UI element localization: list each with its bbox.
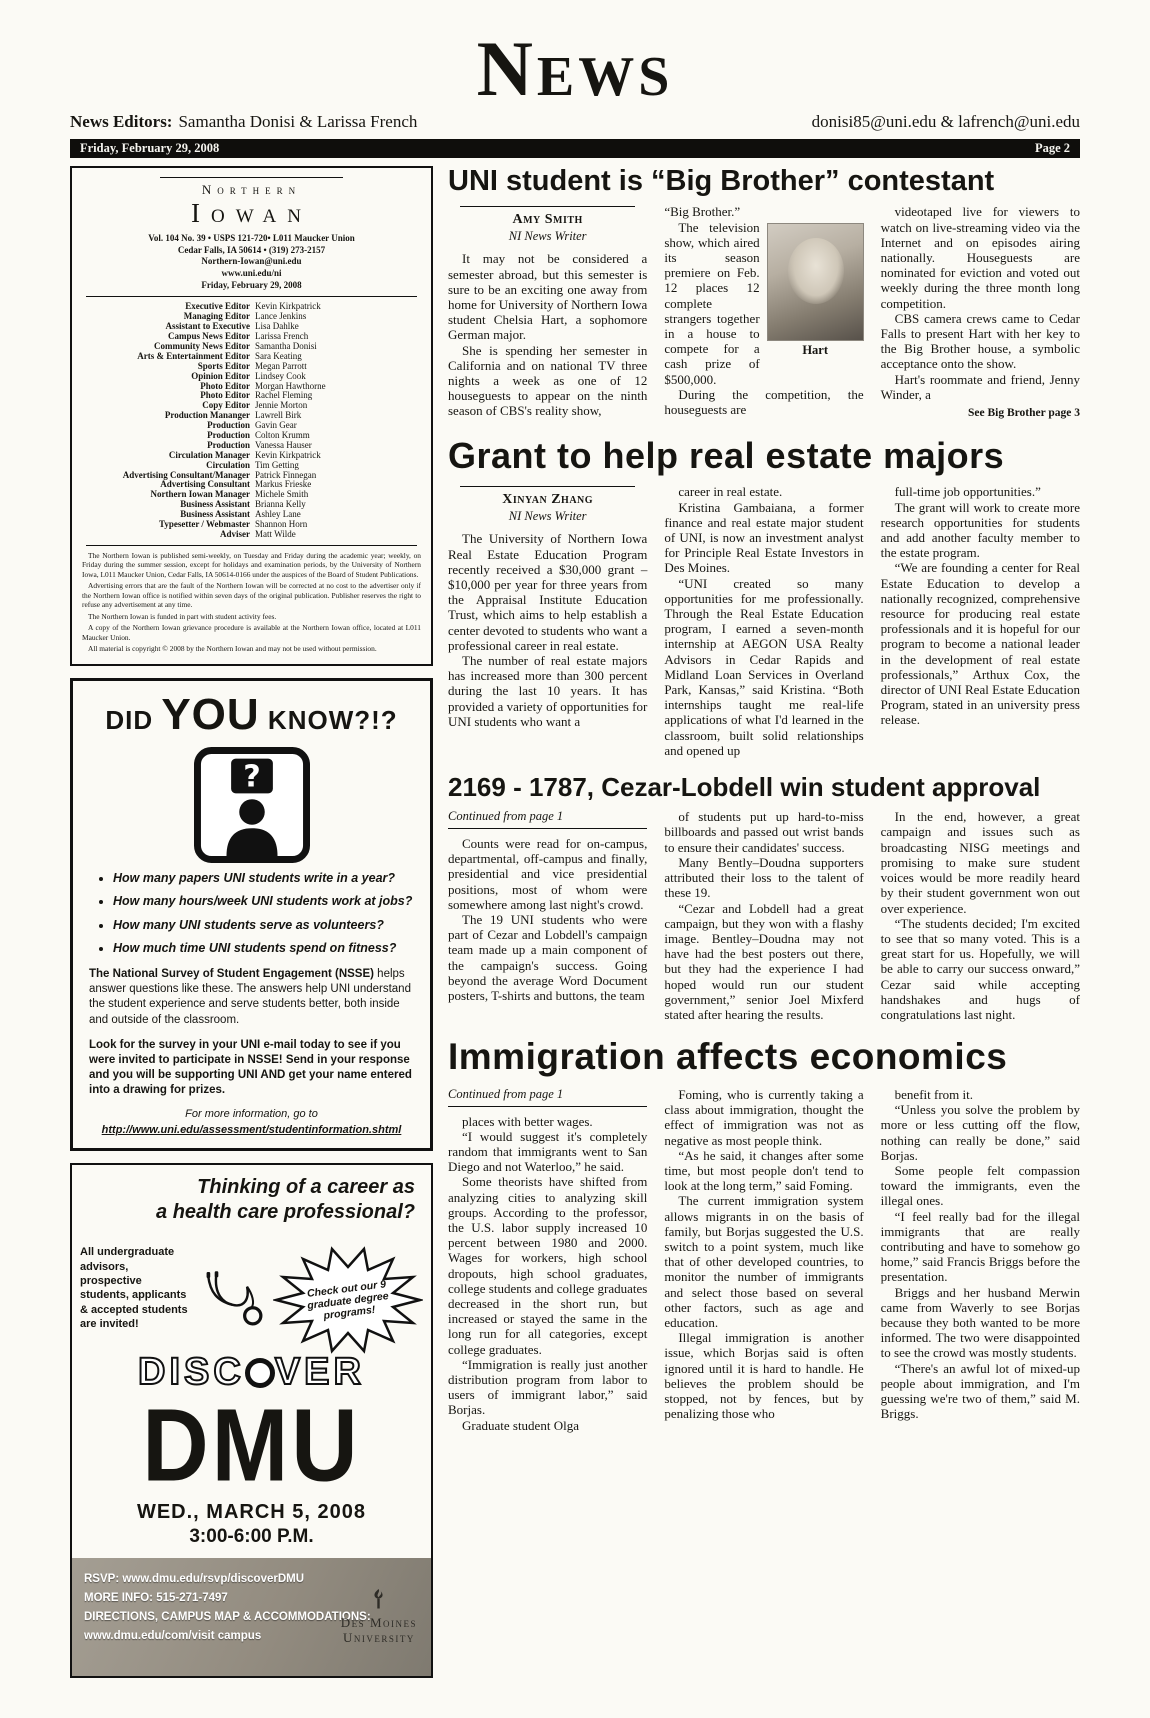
column-paragraphs	[881, 484, 1080, 727]
university-name-line2: University	[342, 1630, 415, 1646]
article-column	[664, 809, 863, 1022]
article-column	[664, 484, 863, 758]
masthead-box	[70, 166, 433, 666]
section-title	[70, 25, 1080, 112]
dyk-title-you: YOU	[161, 689, 260, 739]
continued-from-line: Continued from page 1	[448, 809, 647, 829]
staff-role: Northern Iowan Manager	[150, 489, 250, 500]
article-column	[448, 484, 647, 758]
staff-row	[82, 500, 421, 510]
article-column	[881, 809, 1080, 1022]
paragraph: Graduate student Olga	[462, 1417, 579, 1433]
article-real-estate-grant	[448, 434, 1080, 758]
masthead-info-line: Cedar Falls, IA 50614 • (319) 273-2157	[177, 244, 326, 255]
article-column	[881, 1087, 1080, 1433]
torch-icon	[371, 1588, 386, 1611]
dyk-question-list	[89, 871, 414, 958]
staff-role: Arts & Entertainment Editor	[137, 350, 250, 361]
column-paragraphs	[664, 484, 863, 758]
staff-name: Lance Jenkins	[255, 311, 307, 322]
staff-role: Executive Editor	[185, 301, 250, 312]
dmu-advertisement	[70, 1163, 433, 1678]
issue-date: Friday, February 29, 2008	[80, 141, 220, 155]
dyk-question: • How many UNI students serve as volunteers?	[113, 918, 414, 934]
look-paragraph: Look for the survey in your UNI e-mail today to see if you were invited to participate in NSSE! Send in your response and you will be supporting UNI AND get your name entered into a drawing for prizes.	[89, 1038, 412, 1097]
byline-rule	[460, 206, 635, 207]
editors-names: Samantha Donisi & Larissa French	[178, 112, 418, 131]
fine-print-paragraph: A copy of the Northern Iowan grievance procedure is available at the Northern Iowan office, located at L011 Maucker Union.	[82, 623, 421, 642]
paragraph: Illegal immigration is another issue, which Borjas said is often ignored until it is hard to handle. He believes the problem should be stopped, not by fences, but by penalizing those who	[664, 1330, 864, 1422]
staff-row	[82, 401, 421, 411]
staff-name: Lindsey Cook	[255, 370, 306, 381]
byline-name: Amy Smith	[512, 212, 583, 228]
jump-line: See Big Brother page 3	[967, 407, 1080, 420]
survey-url: http://www.uni.edu/assessment/studentinformation.shtml	[101, 1124, 402, 1137]
article-column	[448, 1087, 647, 1433]
staff-name: Larissa French	[255, 331, 309, 342]
article-column	[448, 809, 647, 1022]
staff-name: Michele Smith	[255, 489, 309, 500]
paragraph: Counts were read for on-campus, departmental, off-campus and finally, presidential and vice presidential positions, most of whom were somewhere among last night's crowd.	[448, 835, 648, 912]
staff-row	[82, 530, 421, 540]
staff-row	[82, 312, 421, 322]
staff-name: Sara Keating	[255, 350, 302, 361]
paragraph: “I feel really bad for the illegal immigrants that are really contributing and have to somehow go home,” said Francis Briggs before the presentation.	[880, 1208, 1080, 1285]
staff-name: Colton Krumm	[255, 430, 310, 441]
ad-contact-line: RSVP: www.dmu.edu/rsvp/discoverDMU	[84, 1573, 305, 1585]
left-column	[70, 166, 433, 1678]
staff-role: Copy Editor	[202, 400, 250, 411]
staff-role: Production Mananger	[164, 410, 250, 421]
staff-name: Morgan Hawthorne	[255, 380, 326, 391]
column-paragraphs	[881, 204, 1080, 402]
staff-row	[82, 352, 421, 362]
staff-role: Advertising Consultant/Manager	[122, 469, 250, 480]
paragraph: Many Bently–Doudna supporters attributed their loss to the talent of these 19.	[664, 854, 864, 901]
staff-row	[82, 372, 421, 382]
paragraph: The grant will work to create more research opportunities for students and add another faculty member to the estate program.	[880, 499, 1080, 561]
paragraph: In the end, however, a great campaign and issues such as broadcasting NISG meetings and promising to make sure student voices would be more readily heard by their student government won out over experience.	[880, 809, 1080, 916]
article-columns	[448, 809, 1080, 1022]
article-column	[881, 204, 1080, 420]
masthead-info	[82, 233, 421, 291]
article-column	[664, 204, 863, 420]
staff-row	[82, 490, 421, 500]
paragraph: Kristina Gambaiana, a former finance and real estate major student of UNI, is now an investment analyst for Principle Real Estate Investors in Des Moines.	[664, 499, 864, 576]
column-paragraphs	[881, 1087, 1080, 1421]
staff-name: Samantha Donisi	[255, 341, 317, 351]
staff-role: Opinion Editor	[191, 370, 250, 381]
event-time: 3:00-6:00 P.M.	[189, 1526, 314, 1547]
article-big-brother	[448, 166, 1080, 421]
staff-row	[82, 322, 421, 332]
page-body	[70, 166, 1080, 1678]
paper-name: Iowan	[191, 198, 312, 228]
portrait-photo	[767, 223, 864, 341]
masthead-info-line: Northern-Iowan@uni.edu	[201, 256, 302, 267]
staff-name: Jennie Morton	[255, 400, 308, 411]
article-election-results	[448, 771, 1080, 1022]
staff-row	[82, 451, 421, 461]
article-column	[881, 484, 1080, 758]
articles-area	[448, 166, 1080, 1678]
staff-row	[82, 441, 421, 451]
section-title-rest: EWS	[536, 46, 674, 108]
staff-list	[82, 302, 421, 539]
staff-role: Advertising Consultant	[160, 479, 250, 490]
staff-name: Shannon Horn	[255, 519, 308, 530]
paragraph: It may not be considered a semester abroad, but this semester is sure to be an exciting one away from home for University of Northern Iowa student Chelsia Hart, a sophomore German major.	[448, 251, 648, 343]
staff-name: Gavin Gear	[255, 420, 297, 431]
paragraph: “Immigration is really just another distribution program from labor to users of immigrant labor,” said Borjas.	[448, 1356, 648, 1418]
staff-role: Production	[207, 439, 250, 450]
staff-name: Rachel Fleming	[255, 390, 313, 401]
paragraph: “We are founding a center for Real Estate Education to develop a nationally recognized, comprehensive resource for producing real estate professionals and it is hopeful for our program to become a national leader in the development of real estate professionals,” Arthux Cox, the director of UNI Real Estate Education Program, stated in an university press release.	[880, 560, 1080, 728]
paragraph: “UNI created so many opportunities for me professionally. Through the Real Estate Education program, I earned a seven-month internship at AEGON USA Realty Advisors in Cedar Rapids and Midland Loan Services in Overland Park, Kansas,” said Kristina. “Both internships taught me real-life applications of what I'd learned in the classroom, built solid relationships and opened up	[664, 575, 864, 758]
staff-row	[82, 342, 421, 352]
contestant-photo-figure	[767, 223, 864, 358]
column-paragraphs	[881, 809, 1080, 1022]
editor-emails: donisi85@uni.edu & lafrench@uni.edu	[811, 112, 1080, 131]
staff-role: Assistant to Executive	[165, 321, 250, 332]
staff-name: Lisa Dahlke	[255, 321, 299, 332]
byline-role: NI News Writer	[508, 228, 587, 243]
paragraph: She is spending her semester in California and on national TV three nights a week as one of 12 houseguests to appear on the ninth season of CBS's reality show,	[448, 342, 648, 419]
staff-row	[82, 391, 421, 401]
paragraph: places with better wages.	[462, 1113, 593, 1129]
staff-name: Brianna Kelly	[255, 499, 306, 510]
staff-role: Campus News Editor	[167, 331, 250, 342]
page-number: Page 2	[1034, 141, 1070, 155]
staff-name: Lawrell Birk	[255, 410, 302, 421]
ad-heading-line1: Thinking of a career as	[197, 1176, 415, 1199]
staff-row	[82, 431, 421, 441]
staff-role: Typesetter / Webmaster	[159, 519, 250, 530]
article-columns	[448, 204, 1080, 420]
paragraph: “I would suggest it's completely random that immigrants went to San Diego and not Waterloo,” he said.	[448, 1128, 648, 1175]
nsse-bold-text: The National Survey of Student Engagement (NSSE)	[89, 968, 374, 980]
masthead-info-line: Friday, February 29, 2008	[201, 279, 302, 290]
column-paragraphs	[664, 809, 863, 1022]
staff-role: Business Assistant	[180, 499, 250, 510]
paragraph: The television show, which aired its season premiere on Feb. 12 places 12 complete strangers together in a house to compete for a cash prize of $500,000.	[664, 219, 760, 387]
byline-rule	[460, 486, 635, 487]
paragraph: career in real estate.	[678, 484, 783, 500]
discover-pre: DISC	[138, 1351, 245, 1394]
paragraph: “Cezar and Lobdell had a great campaign, but they won with a flashy image. Bentley–Doudna may not have had the best posters out there, but they had the experience I had hoped would run our student government,” senior Joel Mixferd stated after hearing the results.	[664, 900, 864, 1022]
paragraph: The number of real estate majors has increased more than 300 percent during the last 10 years. It has provided a variety of opportunities for UNI students who want a	[448, 652, 648, 729]
paragraph: full-time job opportunities.”	[894, 484, 1041, 500]
staff-row	[82, 421, 421, 431]
editors-label: News Editors:	[70, 112, 173, 131]
fine-print-paragraph: All material is copyright © 2008 by the Northern Iowan and may not be used without permission.	[88, 644, 377, 654]
dyk-title-post: KNOW?!?	[259, 704, 398, 735]
staff-row	[82, 520, 421, 530]
ad-contact-line: MORE INFO: 515-271-7497	[84, 1591, 228, 1604]
fine-print-paragraph: The Northern Iowan is funded in part with student activity fees.	[88, 611, 277, 621]
staff-role: Business Assistant	[180, 509, 250, 520]
staff-role: Circulation	[206, 459, 250, 470]
fine-print-paragraph: Advertising errors that are the fault of the Northern Iowan will be corrected at no cost to the advertiser only if the Northern Iowan office is notified within seven days of the original publication. Publisher reserves the right to refuse any advertisement at any time.	[82, 581, 421, 610]
more-info-line: For more information, go to	[185, 1108, 318, 1121]
page-header	[70, 25, 1080, 158]
fine-print-paragraph: The Northern Iowan is published semi-weekly, on Tuesday and Friday during the academic year; weekly, on Friday during the summer session, except for holidays and examination periods, by the University of Northern Iowa, L011 Maucker Union, Cedar Falls, IA 50614-0166 under the auspices of the Board of Student Publications.	[82, 550, 421, 579]
dyk-title-pre: DID	[105, 704, 162, 735]
staff-name: Kevin Kirkpatrick	[255, 301, 321, 312]
staff-role: Photo Editor	[200, 390, 250, 401]
article-columns	[448, 1087, 1080, 1433]
ad-contact-line: www.dmu.edu/com/visit campus	[84, 1629, 262, 1642]
svg-text:?: ?	[242, 758, 261, 794]
article-headline: Grant to help real estate majors	[448, 434, 1005, 476]
byline-role: NI News Writer	[508, 508, 587, 523]
ad-contact-line: DIRECTIONS, CAMPUS MAP & ACCOMMODATIONS:	[84, 1610, 371, 1623]
masthead-rule	[160, 177, 343, 178]
paragraph: The current immigration system allows migrants in on the basis of family, but Borjas suggested the U.S. switch to a point system, much like that of other developed countries, to monitor the number of immigrants and select those based on several other factors, such as age and education.	[664, 1193, 864, 1331]
staff-name: Matt Wilde	[255, 528, 296, 539]
date-bar	[70, 139, 1080, 158]
article-headline: 2169 - 1787, Cezar-Lobdell win student approval	[448, 771, 1041, 802]
staff-role: Managing Editor	[183, 311, 250, 322]
staff-name: Patrick Finnegan	[255, 469, 317, 480]
masthead-fine-print	[82, 551, 421, 654]
paragraph: Some people felt compassion toward the immigrants, even the illegal ones.	[880, 1162, 1080, 1209]
byline	[448, 212, 647, 243]
ad-middle-row	[80, 1227, 423, 1377]
column-paragraphs	[448, 531, 647, 729]
column-paragraphs	[664, 1087, 863, 1421]
continued-from-line: Continued from page 1	[448, 1087, 647, 1107]
byline-name: Xinyan Zhang	[502, 492, 594, 508]
paragraph: of students put up hard-to-miss billboards and passed out wrist bands to ensure their candidates' success.	[664, 809, 864, 855]
paragraph: “Unless you solve the problem by more or less cutting off the flow, nothing can really be done,” said Borjas.	[880, 1102, 1080, 1163]
paragraph: The University of Northern Iowa Real Estate Education Program recently received a $30,000 grant – $10,000 per year for three years from the Appraisal Institute Education Trust, which aims to help establish a center devoted to students who want a professional career in real estate.	[448, 531, 648, 653]
dmu-university-logo	[341, 1588, 417, 1646]
staff-name: Megan Parrott	[255, 360, 307, 371]
staff-role: Production	[207, 420, 250, 431]
article-headline: Immigration affects economics	[448, 1036, 1008, 1078]
paragraph: Hart's roommate and friend, Jenny Winder, a	[880, 371, 1080, 402]
paragraph: videotaped live for viewers to watch on live-streaming video via the Internet and on episodes airing nationally. Houseguests are nominated for eviction and voted out weekly during the three month long competition.	[880, 204, 1080, 311]
question-person-icon	[194, 747, 310, 863]
staff-role: Production	[207, 430, 250, 441]
masthead-separator	[86, 545, 417, 546]
article-immigration	[448, 1038, 1080, 1433]
paragraph: “The students decided; I'm excited to see that so many voted. This is a great start for us. Hopefully, we will be able to carry our success onward,” Cezar said while accepting handshakes and hugs of congratulations last night.	[880, 915, 1080, 1022]
staff-row	[82, 411, 421, 421]
staff-name: Kevin Kirkpatrick	[255, 449, 321, 460]
did-you-know-title	[89, 689, 414, 739]
staff-name: Ashley Lane	[255, 509, 301, 520]
starburst-badge	[273, 1245, 423, 1357]
staff-role: Sports Editor	[197, 360, 250, 371]
section-title-initial: N	[476, 25, 537, 112]
staff-row	[82, 480, 421, 490]
staff-row	[82, 510, 421, 520]
ad-footer	[72, 1558, 431, 1676]
paragraph: Some theorists have shifted from analyzing cities to analyzing skill groups. According to the professor, the U.S. labor supply increased 10 percent between 1980 and 2000. Wages for workers, high school dropouts, high school graduates, college students and college graduates decreased in the short run, but increased or stayed the same in the long run for all categories, except college graduates.	[448, 1174, 648, 1357]
editors-row	[70, 112, 1080, 132]
paragraph: benefit from it.	[894, 1086, 973, 1102]
staff-name: Tim Getting	[255, 459, 299, 470]
staff-role: Circulation Manager	[168, 449, 250, 460]
staff-name: Vanessa Hauser	[255, 439, 312, 450]
dmu-wordmark: DMU	[142, 1389, 361, 1504]
editors-line	[70, 112, 417, 132]
ad-invite-text: All undergraduate advisors, prospective students, applicants & accepted students are invited!	[80, 1246, 188, 1330]
paragraph: The 19 UNI students who were part of Cezar and Lobdell's campaign team made up a main component of the campaign's success. Going beyond the average Word Document posters, T-shirts and buttons, the team	[448, 911, 648, 1003]
paragraph: Briggs and her husband Merwin came from Waverly to see Borjas because they both wanted to be more informed. The two were disappointed to see the crowd was mostly students.	[880, 1284, 1080, 1361]
staff-name: Markus Frieske	[255, 479, 312, 490]
paper-name-top: Northern	[201, 182, 302, 197]
staff-role: Community News Editor	[154, 341, 250, 351]
masthead-separator	[86, 296, 417, 297]
paragraph: “There's an awful lot of mixed-up people about immigration, and I'm guessing we're two of them,” said M. Briggs.	[880, 1360, 1080, 1422]
dyk-question: • How many papers UNI students write in a year?	[113, 871, 414, 887]
staff-row	[82, 382, 421, 392]
stethoscope-icon	[192, 1227, 273, 1373]
masthead-info-line: Vol. 104 No. 39 • USPS 121-720• L011 Maucker Union	[148, 233, 355, 243]
starburst-text: Check out our 9 graduate degree programs!	[306, 1278, 390, 1323]
staff-row	[82, 332, 421, 342]
article-column	[448, 204, 647, 420]
event-date: WED., MARCH 5, 2008	[136, 1501, 367, 1523]
nsse-rest-text: helps answer questions like these. The answers help UNI understand the student experience and serve students better, both inside and outside of the classroom.	[89, 968, 411, 1026]
continuation-lead: “Big Brother.”	[664, 204, 741, 220]
staff-row	[82, 302, 421, 312]
dyk-question: • How much time UNI students spend on fitness?	[113, 941, 414, 957]
column-paragraphs	[448, 251, 647, 418]
ad-heading	[80, 1175, 423, 1225]
staff-row	[82, 362, 421, 372]
staff-row	[82, 471, 421, 481]
masthead-info-line: www.uni.edu/ni	[221, 268, 282, 279]
ad-heading-line2: a health care professional?	[156, 1201, 415, 1224]
university-name-line1: Des Moines	[340, 1615, 417, 1631]
column-paragraphs	[448, 1114, 647, 1433]
paragraph: Foming, who is currently taking a class about immigration, thought the effect of immigration was not as negative as most people think.	[664, 1086, 864, 1148]
staff-role: Adviser	[220, 528, 250, 539]
paragraph: CBS camera crews came to Cedar Falls to present Hart with her key to the Big Brother house, a symbolic acceptance onto the show.	[880, 310, 1080, 372]
photo-caption: Hart	[802, 342, 828, 357]
byline	[448, 492, 647, 523]
article-headline: UNI student is “Big Brother” contestant	[448, 165, 995, 197]
article-columns	[448, 484, 1080, 758]
did-you-know-box	[70, 678, 433, 1152]
paragraph: During the competition, the houseguests are	[664, 386, 864, 418]
column-paragraphs	[448, 836, 647, 1003]
discover-post: VER	[274, 1351, 365, 1394]
dyk-question: • How many hours/week UNI students work at jobs?	[113, 894, 414, 910]
nsse-paragraph	[89, 967, 414, 1028]
staff-role: Photo Editor	[200, 380, 250, 391]
article-column	[664, 1087, 863, 1433]
paragraph: “As he said, it changes after some time, but most people don't tend to look at the long term,” said Foming.	[664, 1147, 864, 1194]
